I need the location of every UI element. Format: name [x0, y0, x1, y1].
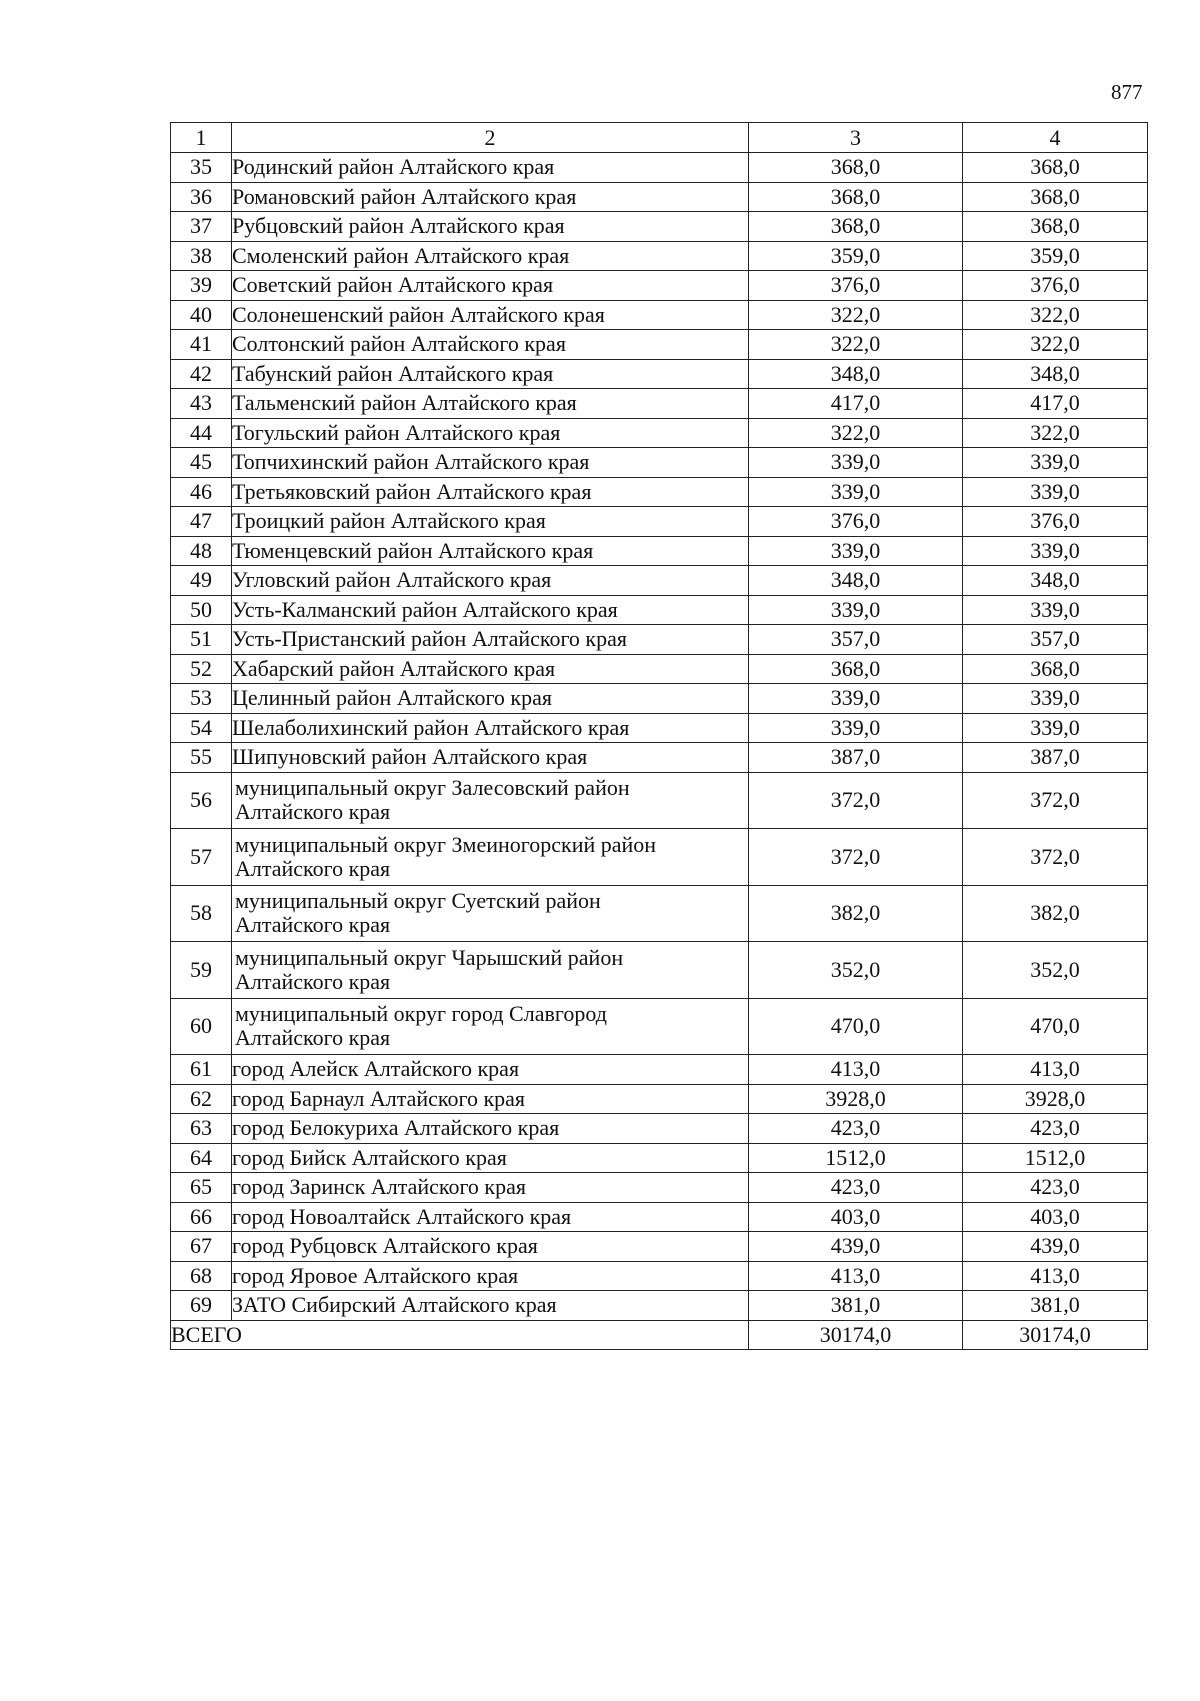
row-value-col4: 339,0 [963, 477, 1148, 507]
row-name [232, 942, 749, 999]
row-value-col4: 403,0 [963, 1202, 1148, 1232]
total-value-col3: 30174,0 [749, 1320, 963, 1349]
table-row [171, 942, 1148, 999]
row-value-col3: 387,0 [749, 743, 963, 773]
row-name-line: муниципальный округ Змеиногорский район [235, 831, 657, 857]
row-name: Троицкий район Алтайского края [232, 507, 749, 537]
row-number: 62 [171, 1084, 232, 1114]
row-name: Солонешенский район Алтайского края [232, 300, 749, 330]
row-value-col3: 3928,0 [749, 1084, 963, 1114]
row-name: Целинный район Алтайского края [232, 684, 749, 714]
row-number: 38 [171, 241, 232, 271]
table-row [171, 654, 1148, 684]
table-row [171, 829, 1148, 886]
row-number: 45 [171, 448, 232, 478]
row-name: город Белокуриха Алтайского края [232, 1114, 749, 1144]
row-number: 42 [171, 359, 232, 389]
table-row [171, 536, 1148, 566]
row-value-col4: 417,0 [963, 389, 1148, 419]
row-number: 55 [171, 743, 232, 773]
row-number: 56 [171, 772, 232, 829]
row-name [232, 772, 749, 829]
row-number: 67 [171, 1232, 232, 1262]
row-value-col3: 372,0 [749, 772, 963, 829]
row-value-col4: 382,0 [963, 885, 1148, 942]
table-row [171, 330, 1148, 360]
row-value-col4: 413,0 [963, 1055, 1148, 1085]
row-name: город Рубцовск Алтайского края [232, 1232, 749, 1262]
row-value-col4: 322,0 [963, 300, 1148, 330]
row-value-col4: 387,0 [963, 743, 1148, 773]
row-value-col4: 423,0 [963, 1173, 1148, 1203]
row-number: 39 [171, 271, 232, 301]
row-name: Табунский район Алтайского края [232, 359, 749, 389]
row-name: Шелаболихинский район Алтайского края [232, 713, 749, 743]
table-row [171, 448, 1148, 478]
table-row [171, 998, 1148, 1055]
row-value-col3: 368,0 [749, 654, 963, 684]
table-row [171, 566, 1148, 596]
row-value-col4: 423,0 [963, 1114, 1148, 1144]
row-value-col4: 368,0 [963, 182, 1148, 212]
row-name-line: Алтайского края [235, 1025, 391, 1051]
row-name: город Новоалтайск Алтайского края [232, 1202, 749, 1232]
row-name-line: муниципальный округ Суетский район [235, 888, 601, 914]
row-value-col3: 339,0 [749, 477, 963, 507]
row-value-col4: 368,0 [963, 654, 1148, 684]
row-value-col3: 348,0 [749, 566, 963, 596]
row-number: 53 [171, 684, 232, 714]
row-name: ЗАТО Сибирский Алтайского края [232, 1291, 749, 1321]
row-value-col3: 1512,0 [749, 1143, 963, 1173]
row-name-line: Алтайского края [235, 912, 391, 938]
row-name-line: муниципальный округ Залесовский район [235, 775, 630, 801]
row-number: 51 [171, 625, 232, 655]
row-value-col4: 339,0 [963, 536, 1148, 566]
total-row [171, 1320, 1148, 1349]
row-name: город Алейск Алтайского края [232, 1055, 749, 1085]
row-number: 41 [171, 330, 232, 360]
row-name: Усть-Калманский район Алтайского края [232, 595, 749, 625]
row-value-col4: 339,0 [963, 684, 1148, 714]
row-value-col3: 339,0 [749, 536, 963, 566]
row-name: Шипуновский район Алтайского края [232, 743, 749, 773]
row-value-col4: 372,0 [963, 772, 1148, 829]
row-value-col4: 357,0 [963, 625, 1148, 655]
row-name: Рубцовский район Алтайского края [232, 212, 749, 242]
row-value-col4: 339,0 [963, 595, 1148, 625]
table-header-row [171, 123, 1148, 153]
row-value-col3: 382,0 [749, 885, 963, 942]
row-name-line: Алтайского края [235, 855, 391, 881]
row-value-col3: 322,0 [749, 418, 963, 448]
row-number: 47 [171, 507, 232, 537]
row-value-col3: 359,0 [749, 241, 963, 271]
table-row [171, 1173, 1148, 1203]
row-value-col4: 322,0 [963, 418, 1148, 448]
row-value-col4: 3928,0 [963, 1084, 1148, 1114]
row-number: 58 [171, 885, 232, 942]
row-value-col3: 417,0 [749, 389, 963, 419]
row-number: 54 [171, 713, 232, 743]
row-name-line: муниципальный округ Чарышский район [235, 944, 624, 970]
table-row [171, 1261, 1148, 1291]
row-value-col3: 403,0 [749, 1202, 963, 1232]
allocation-table [170, 122, 1148, 1350]
row-name: Романовский район Алтайского края [232, 182, 749, 212]
page-number: 877 [1111, 80, 1143, 104]
row-name: Тальменский район Алтайского края [232, 389, 749, 419]
row-number: 68 [171, 1261, 232, 1291]
table-row [171, 300, 1148, 330]
table-row [171, 1202, 1148, 1232]
row-value-col4: 352,0 [963, 942, 1148, 999]
row-value-col3: 357,0 [749, 625, 963, 655]
row-name [232, 829, 749, 886]
row-value-col4: 368,0 [963, 212, 1148, 242]
row-value-col3: 413,0 [749, 1055, 963, 1085]
header-cell: 3 [749, 123, 963, 153]
row-value-col3: 423,0 [749, 1173, 963, 1203]
row-value-col3: 368,0 [749, 212, 963, 242]
row-name: Третьяковский район Алтайского края [232, 477, 749, 507]
row-name: Смоленский район Алтайского края [232, 241, 749, 271]
table-row [171, 153, 1148, 183]
row-name: город Бийск Алтайского края [232, 1143, 749, 1173]
row-value-col3: 352,0 [749, 942, 963, 999]
row-value-col3: 376,0 [749, 271, 963, 301]
header-cell: 4 [963, 123, 1148, 153]
row-name: Топчихинский район Алтайского края [232, 448, 749, 478]
row-name-line: муниципальный округ город Славгород [235, 1001, 607, 1027]
row-number: 57 [171, 829, 232, 886]
row-name: Хабарский район Алтайского края [232, 654, 749, 684]
row-name: Тюменцевский район Алтайского края [232, 536, 749, 566]
row-number: 65 [171, 1173, 232, 1203]
table-row [171, 418, 1148, 448]
row-value-col4: 339,0 [963, 713, 1148, 743]
table-row [171, 241, 1148, 271]
table-row [171, 885, 1148, 942]
table-row [171, 1291, 1148, 1321]
table-row [171, 182, 1148, 212]
row-value-col3: 439,0 [749, 1232, 963, 1262]
row-name: Угловский район Алтайского края [232, 566, 749, 596]
row-value-col3: 372,0 [749, 829, 963, 886]
table-row [171, 684, 1148, 714]
row-name [232, 885, 749, 942]
table-row [171, 359, 1148, 389]
table-row [171, 713, 1148, 743]
row-name: Усть-Пристанский район Алтайского края [232, 625, 749, 655]
row-number: 61 [171, 1055, 232, 1085]
header-cell: 2 [232, 123, 749, 153]
row-number: 44 [171, 418, 232, 448]
row-value-col3: 381,0 [749, 1291, 963, 1321]
row-value-col3: 339,0 [749, 448, 963, 478]
row-value-col3: 368,0 [749, 153, 963, 183]
table-row [171, 625, 1148, 655]
row-name: Родинский район Алтайского края [232, 153, 749, 183]
row-number: 63 [171, 1114, 232, 1144]
table-row [171, 772, 1148, 829]
row-value-col3: 322,0 [749, 330, 963, 360]
table-row [171, 507, 1148, 537]
row-value-col3: 339,0 [749, 684, 963, 714]
row-number: 50 [171, 595, 232, 625]
row-value-col3: 322,0 [749, 300, 963, 330]
row-name-line: Алтайского края [235, 799, 391, 825]
row-value-col3: 339,0 [749, 713, 963, 743]
row-number: 48 [171, 536, 232, 566]
row-value-col4: 348,0 [963, 566, 1148, 596]
row-value-col3: 413,0 [749, 1261, 963, 1291]
row-value-col4: 359,0 [963, 241, 1148, 271]
row-name: Тогульский район Алтайского края [232, 418, 749, 448]
row-value-col3: 470,0 [749, 998, 963, 1055]
row-name: город Яровое Алтайского края [232, 1261, 749, 1291]
row-number: 64 [171, 1143, 232, 1173]
total-value-col4: 30174,0 [963, 1320, 1148, 1349]
row-value-col4: 376,0 [963, 271, 1148, 301]
table-row [171, 1143, 1148, 1173]
row-value-col4: 381,0 [963, 1291, 1148, 1321]
row-value-col4: 339,0 [963, 448, 1148, 478]
row-number: 60 [171, 998, 232, 1055]
table-row [171, 1055, 1148, 1085]
row-number: 43 [171, 389, 232, 419]
row-number: 35 [171, 153, 232, 183]
table-row [171, 1114, 1148, 1144]
row-value-col4: 439,0 [963, 1232, 1148, 1262]
row-number: 59 [171, 942, 232, 999]
row-value-col3: 423,0 [749, 1114, 963, 1144]
row-value-col3: 348,0 [749, 359, 963, 389]
row-value-col4: 376,0 [963, 507, 1148, 537]
table-row [171, 477, 1148, 507]
row-value-col3: 376,0 [749, 507, 963, 537]
row-value-col4: 470,0 [963, 998, 1148, 1055]
row-value-col4: 322,0 [963, 330, 1148, 360]
row-value-col3: 339,0 [749, 595, 963, 625]
row-value-col4: 413,0 [963, 1261, 1148, 1291]
row-value-col4: 1512,0 [963, 1143, 1148, 1173]
table-row [171, 212, 1148, 242]
row-number: 49 [171, 566, 232, 596]
row-number: 36 [171, 182, 232, 212]
row-value-col3: 368,0 [749, 182, 963, 212]
row-number: 69 [171, 1291, 232, 1321]
row-value-col4: 372,0 [963, 829, 1148, 886]
row-number: 46 [171, 477, 232, 507]
table-row [171, 389, 1148, 419]
row-number: 40 [171, 300, 232, 330]
table-row [171, 1084, 1148, 1114]
row-name [232, 998, 749, 1055]
row-value-col4: 348,0 [963, 359, 1148, 389]
row-name: Советский район Алтайского края [232, 271, 749, 301]
table-row [171, 271, 1148, 301]
table-row [171, 743, 1148, 773]
total-label: ВСЕГО [171, 1320, 749, 1349]
row-value-col4: 368,0 [963, 153, 1148, 183]
row-name-line: Алтайского края [235, 968, 391, 994]
row-name: Солтонский район Алтайского края [232, 330, 749, 360]
row-name: город Барнаул Алтайского края [232, 1084, 749, 1114]
row-number: 37 [171, 212, 232, 242]
table-row [171, 1232, 1148, 1262]
table-row [171, 595, 1148, 625]
row-name: город Заринск Алтайского края [232, 1173, 749, 1203]
header-cell: 1 [171, 123, 232, 153]
row-number: 66 [171, 1202, 232, 1232]
row-number: 52 [171, 654, 232, 684]
